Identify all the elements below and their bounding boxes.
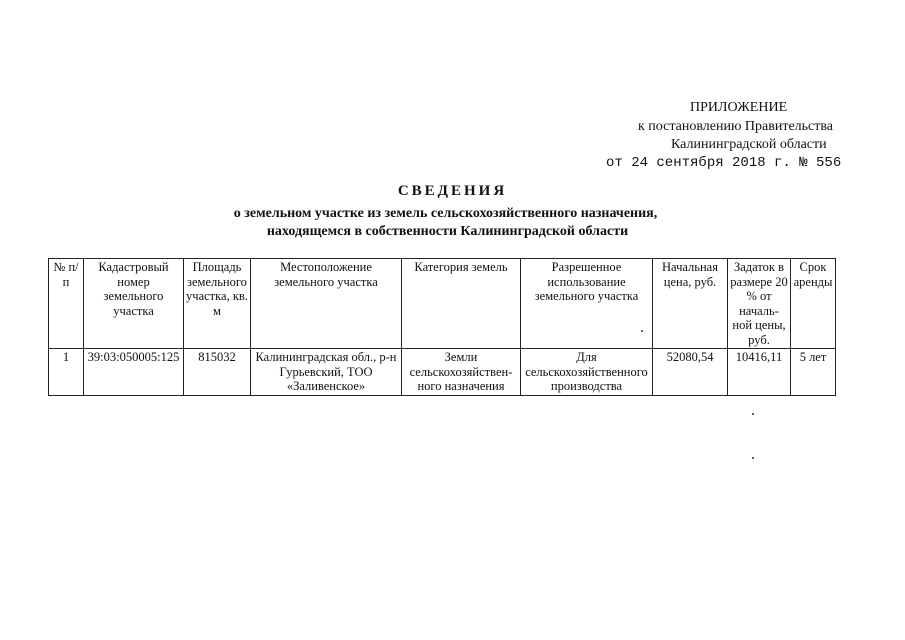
- table-row: [49, 349, 836, 396]
- document-title: СВЕДЕНИЯ: [397, 183, 508, 199]
- document-subtitle-line2: находящемся в собственности Калининградской области: [266, 224, 629, 239]
- cell-term: 5 лет: [791, 349, 836, 396]
- cell-area: 815032: [184, 349, 251, 396]
- header-area: Площадь земельного участка, кв. м: [184, 259, 251, 349]
- appendix-resolution-ref: к постановлению Правительства: [638, 119, 834, 134]
- header-location: Местоположение земельного участка: [251, 259, 402, 349]
- cell-use: Для сельскохозяйственного производства: [521, 349, 653, 396]
- header-num: № п/п: [49, 259, 84, 349]
- document-subtitle-line1: о земельном участке из земель сельскохозяйственного назначения,: [233, 206, 658, 221]
- appendix-region: Калининградской области: [671, 137, 827, 152]
- header-use: Разрешенное использование земельного участка: [521, 259, 653, 349]
- appendix-title: ПРИЛОЖЕНИЕ: [690, 100, 788, 115]
- table-header-row: [49, 259, 836, 349]
- appendix-date-number: от 24 сентября 2018 г. № 556: [606, 155, 842, 171]
- header-price: Начальная цена, руб.: [653, 259, 728, 349]
- header-category: Категория земель: [402, 259, 521, 349]
- scan-speck: [752, 413, 754, 415]
- header-deposit: Задаток в размере 20 % от началь-ной цены, руб.: [728, 259, 791, 349]
- scan-speck: [641, 330, 643, 332]
- cell-num: 1: [49, 349, 84, 396]
- cell-price: 52080,54: [653, 349, 728, 396]
- cell-category: Земли сельскохозяйствен-ного назначения: [402, 349, 521, 396]
- land-plot-table: [48, 258, 836, 396]
- header-term: Срок аренды: [791, 259, 836, 349]
- scan-speck: [752, 457, 754, 459]
- header-cadastral: Кадастровый номер земельного участка: [84, 259, 184, 349]
- cell-deposit: 10416,11: [728, 349, 791, 396]
- cell-cadastral: 39:03:050005:125: [84, 349, 184, 396]
- cell-location: Калининградская обл., р-н Гурьевский, ТОО «Заливенское»: [251, 349, 402, 396]
